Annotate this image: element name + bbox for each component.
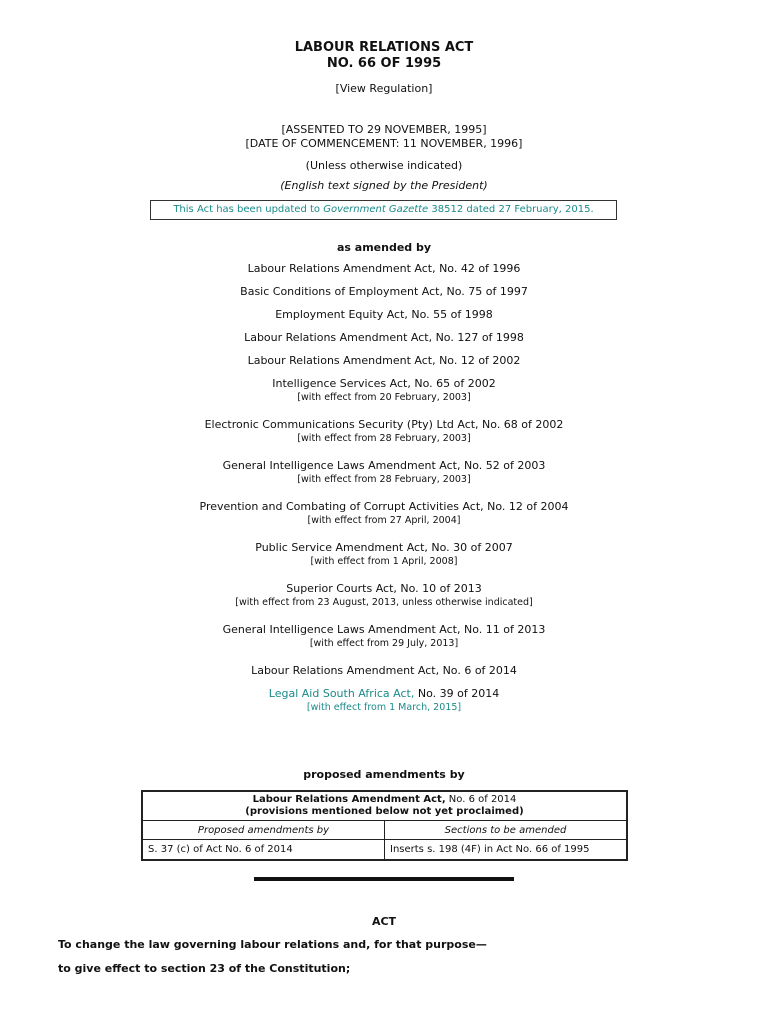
assented-date: [ASSENTED TO 29 NOVEMBER, 1995] (281, 123, 487, 136)
amendment-title: Superior Courts Act, No. 10 of 2013 (286, 582, 482, 595)
amendment-item (0, 308, 768, 322)
legal-aid-effect: [with effect from 1 March, 2015] (306, 702, 462, 713)
amendment-title: General Intelligence Laws Amendment Act, No. 52 of 2003 (222, 459, 546, 472)
amendment-item (0, 541, 768, 568)
proposed-amendments-table (141, 790, 628, 861)
section-divider (254, 877, 514, 881)
amendment-effect: [with effect from 28 February, 2003] (297, 474, 471, 485)
act-heading: ACT (371, 915, 397, 928)
assent-block (0, 123, 768, 151)
amendment-item (0, 418, 768, 445)
legal-aid-number: No. 39 of 2014 (414, 687, 500, 700)
table-header-proposed: Proposed amendments by (142, 821, 385, 840)
amendment-effect: [with effect from 23 August, 2013, unless otherwise indicated] (235, 597, 533, 608)
update-notice-prefix: This Act has been updated to (173, 204, 324, 215)
amendment-title: Prevention and Combating of Corrupt Activities Act, No. 12 of 2004 (199, 500, 569, 513)
table-cell-proposed: S. 37 (c) of Act No. 6 of 2014 (142, 840, 385, 861)
amendment-item (0, 623, 768, 650)
update-notice (150, 200, 617, 220)
amendment-title: Labour Relations Amendment Act, No. 127 of 1998 (244, 331, 524, 344)
amendment-item (0, 459, 768, 486)
amendment-effect: [with effect from 27 April, 2004] (307, 515, 461, 526)
table-caption-act: Labour Relations Amendment Act, (252, 794, 446, 805)
amendment-item-legal-aid (0, 687, 768, 714)
purpose-line: To change the law governing labour relations and, for that purpose— (58, 938, 487, 951)
proposed-amendments-heading: proposed amendments by (303, 768, 465, 781)
amendment-item (0, 582, 768, 609)
update-notice-suffix: 38512 dated 27 February, 2015. (428, 204, 594, 215)
legal-aid-link[interactable]: Legal Aid South Africa Act, (268, 687, 415, 700)
amendment-item (0, 354, 768, 368)
amendment-title: Labour Relations Amendment Act, No. 12 of 2002 (247, 354, 521, 367)
section23-line: to give effect to section 23 of the Constitution; (58, 962, 351, 975)
table-caption-sub: (provisions mentioned below not yet proclaimed) (245, 806, 524, 817)
act-title-line1: LABOUR RELATIONS ACT (294, 40, 474, 55)
amendment-effect: [with effect from 28 February, 2003] (297, 433, 471, 444)
table-cell-sections: Inserts s. 198 (4F) in Act No. 66 of 1995 (385, 840, 628, 861)
english-text-note: (English text signed by the President) (280, 179, 488, 192)
table-caption (142, 791, 627, 821)
amendment-title: Public Service Amendment Act, No. 30 of 2007 (255, 541, 513, 554)
table-row (142, 840, 627, 861)
amendment-effect: [with effect from 29 July, 2013] (309, 638, 459, 649)
amendment-item (0, 664, 768, 678)
unless-indicated-note: (Unless otherwise indicated) (305, 159, 463, 172)
amendment-effect: [with effect from 20 February, 2003] (297, 392, 471, 403)
amendment-effect: [with effect from 1 April, 2008] (310, 556, 458, 567)
amendment-title: Electronic Communications Security (Pty) Ltd Act, No. 68 of 2002 (204, 418, 564, 431)
amendment-title: General Intelligence Laws Amendment Act, No. 11 of 2013 (222, 623, 546, 636)
amendment-item (0, 500, 768, 527)
amended-by-heading: as amended by (336, 241, 432, 254)
amendment-list (0, 262, 768, 723)
update-notice-gazette[interactable]: Government Gazette (323, 204, 429, 215)
amendment-title: Intelligence Services Act, No. 65 of 2002 (272, 377, 496, 390)
commencement-date: [DATE OF COMMENCEMENT: 11 NOVEMBER, 1996] (245, 137, 523, 150)
act-title-line2: NO. 66 OF 1995 (326, 56, 442, 71)
table-header-sections: Sections to be amended (385, 821, 628, 840)
amendment-title: Labour Relations Amendment Act, No. 6 of 2014 (251, 664, 517, 677)
amendment-title: Basic Conditions of Employment Act, No. 75 of 1997 (240, 285, 528, 298)
amendment-item (0, 262, 768, 276)
table-caption-number: No. 6 of 2014 (445, 794, 517, 805)
act-title (0, 40, 768, 72)
view-regulation-link[interactable]: [View Regulation] (335, 82, 433, 95)
amendment-item (0, 331, 768, 345)
amendment-item (0, 285, 768, 299)
amendment-title: Labour Relations Amendment Act, No. 42 of 1996 (247, 262, 521, 275)
amendment-item (0, 377, 768, 404)
amendment-title: Employment Equity Act, No. 55 of 1998 (275, 308, 493, 321)
